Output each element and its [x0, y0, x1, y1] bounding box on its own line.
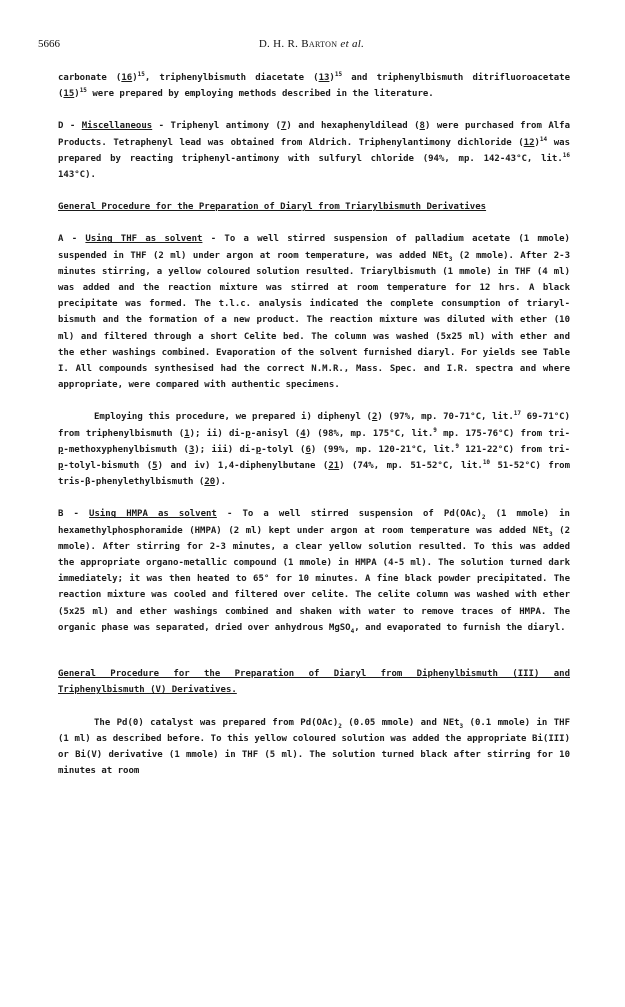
section-heading-triarylbismuth: General Procedure for the Preparation of Diaryl from Triarylbismuth Derivatives	[58, 202, 487, 213]
compound-ref: 2	[371, 412, 378, 423]
author-initials: D. H. R.	[258, 38, 299, 50]
running-header	[38, 38, 585, 54]
subscript: 2	[481, 514, 486, 522]
compound-ref: 1	[184, 428, 190, 439]
compound-ref: 7	[280, 121, 287, 132]
page-number: 5666	[38, 38, 60, 50]
paragraph-miscellaneous: D - Miscellaneous - Triphenyl antimony (7) and hexaphenyldilead (8) were purchased from Alfa Products. Tetraphenyl lead was obtained from Aldrich. Triphenylantimony dichloride $(12)^{14}$ was prepared by reacting triphenyl-antimony with sulfuryl chloride (94%, mp. 142-43°C, lit.$^{16}$ 143°C).	[58, 121, 570, 181]
author-surname: Barton	[301, 38, 338, 50]
compound-ref: 3	[188, 444, 195, 455]
subscript: 2	[338, 722, 342, 730]
citation-superscript: 15	[79, 87, 87, 95]
compound-ref: 12	[523, 137, 535, 148]
section-label-hmpa: Using HMPA as solvent	[89, 509, 217, 520]
compound-ref: 8	[419, 121, 425, 132]
subscript: 3	[459, 722, 464, 730]
citation-superscript: 16	[562, 151, 570, 159]
compound-ref: 6	[305, 444, 311, 455]
citation-superscript: 9	[455, 442, 459, 450]
citation-superscript: 15	[334, 71, 343, 78]
compound-ref: 5	[152, 461, 158, 472]
subscript: 4	[350, 627, 355, 635]
subscript: 3	[548, 530, 553, 538]
paragraph-intro: carbonate $(16)^{15}$, triphenylbismuth diacetate $(13)^{15}$ and triphenylbismuth ditrifluoroacetate $(15)^{15}$ were prepared by employing methods described in the literature.	[58, 71, 570, 100]
citation-superscript: 15	[137, 71, 145, 78]
para-prefix: p	[58, 444, 64, 455]
paragraph-pd-catalyst: The Pd(0) catalyst was prepared from $Pd(OAc)_2$ (0.05 mmole) and NEt$_3$ (0.1 mmole) in THF (1 ml) as described before. To this yellow coloured solution was added the appropriate Bi(III) or Bi(V) derivative (1 mmole) in THF (5 ml). The solution turned black after stirring for 10 minutes at room	[58, 717, 570, 777]
compound-ref: 13	[318, 73, 330, 83]
section-label-thf: Using THF as solvent	[85, 234, 203, 245]
compound-ref: 15	[63, 89, 75, 100]
article-body	[58, 70, 570, 779]
running-title	[38, 38, 585, 50]
section-label-miscellaneous: Miscellaneous	[81, 121, 153, 132]
para-prefix: p	[255, 444, 262, 455]
paragraph-procedure-b: B - Using HMPA as solvent - To a well stirred suspension of $Pd(OAc)_2$ (1 mmole) in hexamethylphosphoramide (HMPA) (2 ml) kept under argon at room temperature was added NEt$_3$ (2 mmole). After stirring for 2-3 minutes, a clear yellow solution resulted. To this was added the appropriate organo-metallic compound (1 mmole) in HMPA (4-5 ml). The solution turned dark immediately; it was then heated to 65° for 10 minutes. A fine black powder precipitated. The reaction mixture was cooled and filtered over celite. The celite column was washed with ether (5x25 ml) and ether washings combined and shaken with water to remove traces of HMPA. The organic phase was separated, dried over anhydrous MgSO$_4$, and evaporated to furnish the diaryl.	[58, 509, 570, 635]
para-prefix: p	[58, 461, 64, 472]
citation-superscript: 17	[513, 410, 521, 418]
compound-ref: 20	[204, 477, 216, 488]
citation-superscript: 10	[482, 459, 491, 467]
compound-ref: 21	[328, 461, 340, 472]
para-prefix: p	[245, 428, 251, 439]
section-heading-diphenylbismuth: General Procedure for the Preparation of Diaryl from Diphenylbismuth (III) and Triphenylbismuth (V) Derivatives.	[58, 669, 570, 696]
compound-ref: 16	[121, 73, 133, 83]
subscript: 3	[448, 255, 453, 263]
paragraph-employing: Employing this procedure, we prepared i) diphenyl (2) (97%, mp. 70-71°C, lit.$^{17}$ 69-71°C) from triphenylbismuth (1); ii) di-p-anisyl (4) (98%, mp. 175°C, lit.$^9$ mp. 175-76°C) from tri-p-methoxyphenylbismuth (3); iii) di-p-tolyl (6) (99%, mp. 120-21°C, lit.$^9$ 121-22°C) from tri-p-tolyl-bismuth (5) and iv) 1,4-diphenylbutane (21) (74%, mp. 51-52°C, lit.$^{10}$ 51-52°C) from tris-β-phenylethylbismuth (20).	[58, 410, 571, 488]
paragraph-procedure-a: A - Using THF as solvent - To a well stirred suspension of palladium acetate (1 mmole) suspended in THF (2 ml) under argon at room temperature, was added NEt$_3$ (2 mmole). After 2-3 minutes stirring, a yellow coloured solution resulted. Triarylbismuth (1 mmole) in THF (4 ml) was added and the reaction mixture was stirred at room temperature for 12 hrs. A black precipitate was formed. The t.l.c. analysis indicated the complete consumption of triaryl-bismuth and the formation of a new product. The reaction mixture was diluted with ether (10 ml) and filtered through a short Celite bed. The column was washed (5x25 ml) with ether and the ether washings combined. Evaporation of the solvent furnished diaryl. For yields see Table I. All compounds synthesised had the correct N.M.R., Mass. Spec. and I.R. spectra and where appropriate, were compared with authentic specimens.	[58, 234, 570, 391]
citation-superscript: 9	[433, 426, 437, 434]
compound-ref: 4	[300, 428, 306, 439]
citation-superscript: 14	[539, 135, 548, 143]
et-al: et al.	[340, 38, 365, 50]
